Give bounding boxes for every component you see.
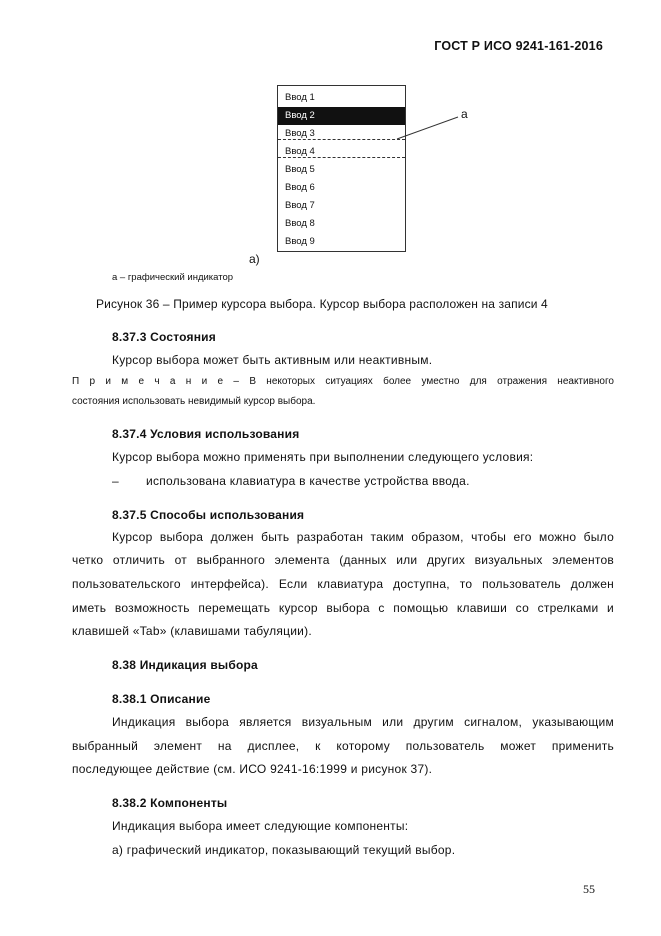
page-number: 55: [583, 882, 595, 896]
paragraph-line: Индикация выбора является визуальным или другим сигналом, указывающим: [112, 715, 614, 729]
figure-caption: Рисунок 36 – Пример курсора выбора. Курсор выбора расположен на записи 4: [96, 297, 548, 311]
section-heading-8-38-2: 8.38.2 Компоненты: [112, 796, 228, 810]
callout-leader-line: [0, 0, 661, 300]
paragraph: Курсор выбора можно применять при выполнении следующего условия:: [112, 450, 534, 464]
section-heading-8-38-1: 8.38.1 Описание: [112, 692, 211, 706]
figure-legend: а – графический индикатор: [112, 272, 234, 283]
figure-sublabel: а): [249, 252, 260, 266]
document-header: ГОСТ Р ИСО 9241-161-2016: [434, 39, 603, 53]
paragraph: Индикация выбора имеет следующие компоненты:: [112, 819, 409, 833]
paragraph-line: клавишей «Tab» (клавишами табуляции).: [72, 624, 312, 638]
section-heading-8-37-4: 8.37.4 Условия использования: [112, 427, 300, 441]
list-item: Ввод 8: [285, 218, 315, 229]
paragraph-line: выбранный элемент на дисплее, к которому пользователь может применить: [72, 739, 614, 753]
callout-label: a: [461, 107, 468, 121]
section-heading-8-37-5: 8.37.5 Способы использования: [112, 508, 305, 522]
list-item-cursor: Ввод 4: [285, 146, 315, 157]
paragraph-line: Курсор выбора должен быть разработан таким образом, чтобы его можно было: [112, 530, 614, 544]
section-heading-8-37-3: 8.37.3 Состояния: [112, 330, 216, 344]
paragraph-line: иметь возможность перемещать курсор выбора с помощью клавиши со стрелками и: [72, 601, 614, 615]
section-heading-8-38: 8.38 Индикация выбора: [112, 658, 258, 672]
list-item: Ввод 1: [285, 92, 315, 103]
list-item: Ввод 6: [285, 182, 315, 193]
paragraph: Курсор выбора может быть активным или неактивным.: [112, 353, 433, 367]
list-dash: –: [112, 474, 119, 488]
list-item: Ввод 5: [285, 164, 315, 175]
paragraph-line: пользовательского интерфейса). Если клавиатура доступна, то пользователь должен: [72, 577, 614, 591]
note-line: П р и м е ч а н и е – В некоторых ситуациях более уместно для отражения неактивного: [72, 376, 614, 387]
paragraph-line: четко отличить от выбранного элемента (данных или других визуальных элементов: [72, 553, 614, 567]
paragraph-line: последующее действие (см. ИСО 9241-16:1999 и рисунок 37).: [72, 762, 433, 776]
list-item-text: а) графический индикатор, показывающий текущий выбор.: [112, 843, 456, 857]
list-item: Ввод 3: [285, 128, 315, 139]
list-item-text: использована клавиатура в качестве устройства ввода.: [146, 474, 470, 488]
list-item: Ввод 9: [285, 236, 315, 247]
note-line: состояния использовать невидимый курсор выбора.: [72, 396, 316, 407]
list-item: Ввод 7: [285, 200, 315, 211]
list-item-selected: Ввод 2: [278, 107, 405, 125]
